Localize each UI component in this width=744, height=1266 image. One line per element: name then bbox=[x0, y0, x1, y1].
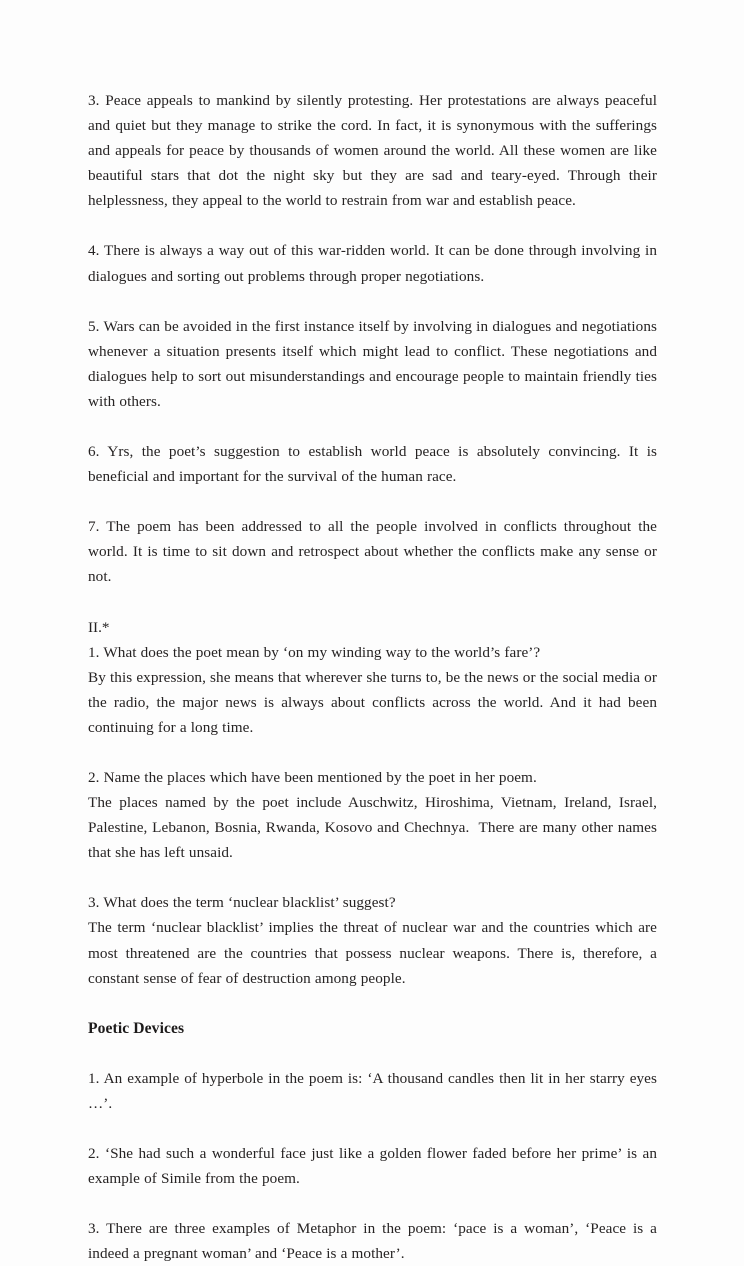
paragraph-6: 6. Yrs, the poet’s suggestion to establish world peace is absolutely convincing. It is beneficial and important for the survival of the human race. bbox=[88, 443, 657, 486]
section-label-ii: II.* bbox=[88, 618, 110, 636]
paragraph-4: 4. There is always a way out of this war-ridden world. It can be done through involving in dialogues and sorting out problems through proper negotiations. bbox=[88, 242, 657, 285]
document-body bbox=[88, 88, 657, 1266]
answer-3: The term ‘nuclear blacklist’ implies the threat of nuclear war and the countries which are most threatened are the countries that possess nuclear weapons. There is, therefore, a constant sense of fear of destruction among people. bbox=[88, 919, 657, 987]
poetic-device-1: 1. An example of hyperbole in the poem is: ‘A thousand candles then lit in her starry eyes …’. bbox=[88, 1069, 657, 1112]
poetic-devices-heading: Poetic Devices bbox=[88, 1019, 185, 1037]
question-1: 1. What does the poet mean by ‘on my winding way to the world’s fare’? bbox=[88, 643, 541, 661]
question-2: 2. Name the places which have been mentioned by the poet in her poem. bbox=[88, 768, 537, 786]
paragraph-5: 5. Wars can be avoided in the first instance itself by involving in dialogues and negotiations whenever a situation presents itself which might lead to conflict. These negotiations and dialogues help to sort out misunderstandings and encourage people to maintain friendly ties with others. bbox=[88, 317, 657, 410]
poetic-device-3: 3. There are three examples of Metaphor in the poem: ‘pace is a woman’, ‘Peace is a indeed a pregnant woman’ and ‘Peace is a mother’. bbox=[88, 1220, 657, 1263]
answer-2: The places named by the poet include Auschwitz, Hiroshima, Vietnam, Ireland, Israel, Palestine, Lebanon, Bosnia, Rwanda, Kosovo and Chechnya. There are many other names that she has left unsaid. bbox=[88, 794, 657, 862]
poetic-device-2: 2. ‘She had such a wonderful face just like a golden flower faded before her prime’ is an example of Simile from the poem. bbox=[88, 1145, 657, 1188]
paragraph-3: 3. Peace appeals to mankind by silently protesting. Her protestations are always peaceful and quiet but they manage to strike the cord. In fact, it is synonymous with the sufferings and appeals for peace by thousands of women around the world. All these women are like beautiful stars that dot the night sky but they are sad and teary-eyed. Through their helplessness, they appeal to the world to restrain from war and establish peace. bbox=[88, 92, 657, 210]
question-3: 3. What does the term ‘nuclear blacklist’ suggest? bbox=[88, 894, 396, 912]
answer-1: By this expression, she means that wherever she turns to, be the news or the social media or the radio, the major news is always about conflicts across the world. And it had been continuing for a long time. bbox=[88, 668, 657, 736]
paragraph-7: 7. The poem has been addressed to all the people involved in conflicts throughout the world. It is time to sit down and retrospect about whether the conflicts make any sense or not. bbox=[88, 518, 657, 586]
